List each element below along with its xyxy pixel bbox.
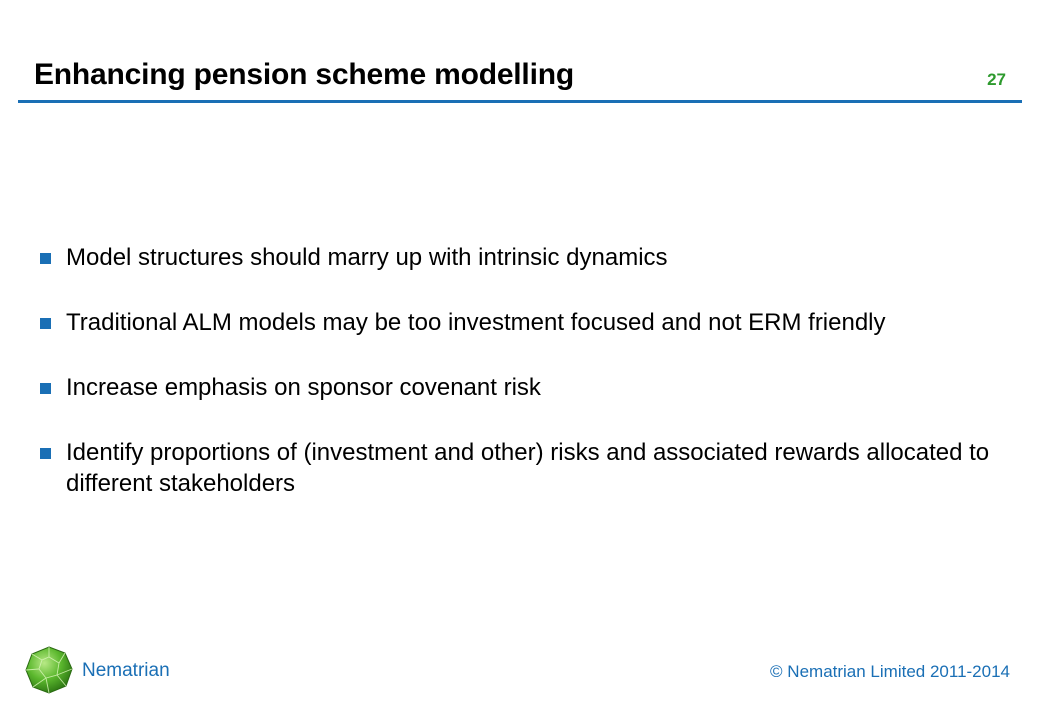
bullet-item	[40, 437, 1000, 499]
bullet-text: Identify proportions of (investment and other) risks and associated rewards allocated to different stakeholders	[66, 439, 990, 497]
green-polyhedron-logo-icon	[24, 645, 74, 695]
slide-number: 27	[987, 70, 1006, 89]
bullet-text: Traditional ALM models may be too investment focused and not ERM friendly	[66, 309, 886, 336]
bullet-list	[40, 242, 1000, 533]
slide-title: Enhancing pension scheme modelling	[34, 58, 574, 91]
footer-copyright: © Nematrian Limited 2011-2014	[770, 662, 1010, 681]
bullet-square-icon	[40, 253, 51, 264]
title-divider	[18, 100, 1022, 103]
bullet-square-icon	[40, 448, 51, 459]
bullet-item	[40, 372, 1000, 403]
footer-brand: Nematrian	[82, 660, 170, 681]
bullet-text: Increase emphasis on sponsor covenant risk	[66, 374, 541, 401]
bullet-item	[40, 307, 1000, 338]
bullet-item	[40, 242, 1000, 273]
bullet-text: Model structures should marry up with intrinsic dynamics	[66, 244, 668, 271]
bullet-square-icon	[40, 383, 51, 394]
bullet-square-icon	[40, 318, 51, 329]
